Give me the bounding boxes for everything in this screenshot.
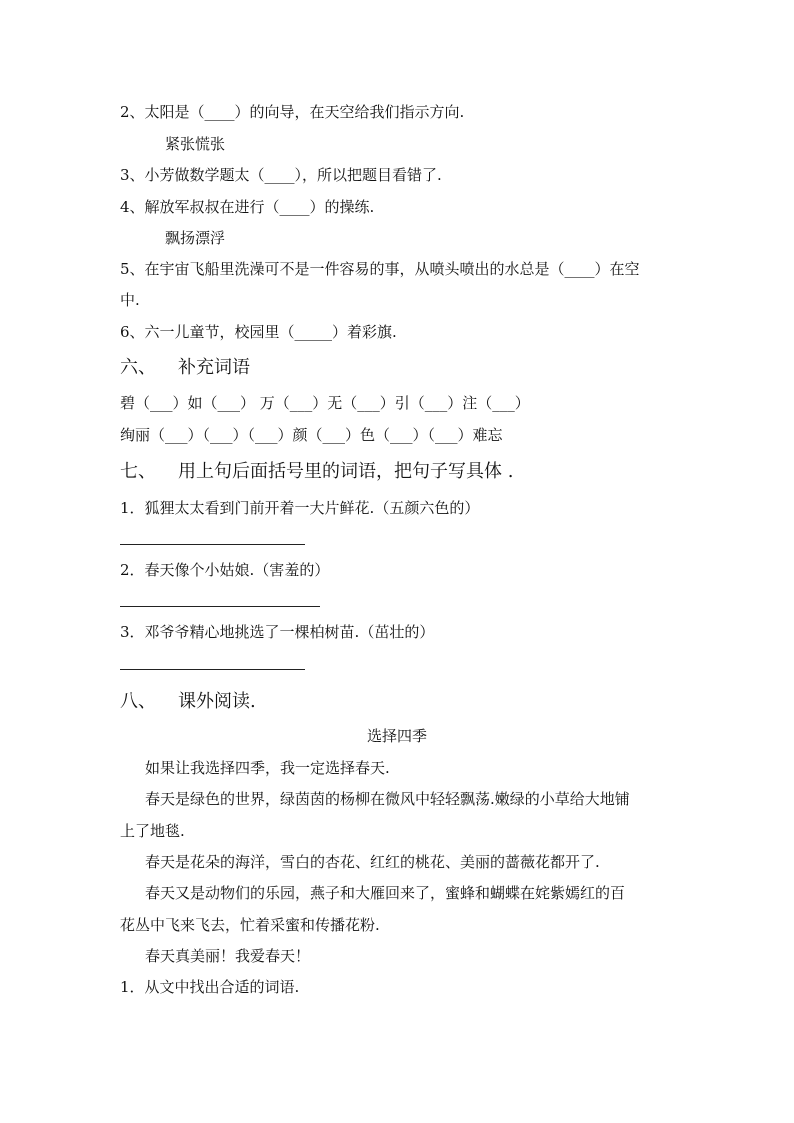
answer-line-2 (120, 606, 320, 607)
reading-para-4-line2: 花丛中飞来飞去，忙着采蜜和传播花粉. (120, 916, 380, 934)
question-xiaofang: 3、小芳做数学题太（____），所以把题目看错了. (120, 166, 442, 184)
reading-title: 选择四季 (366, 727, 427, 745)
section-6-heading (120, 356, 250, 380)
answer-line-3 (120, 669, 305, 670)
fill-words-row1: 碧（___）如（___） 万（___）无（___）引（___）注（___） (120, 394, 530, 412)
section-7-number: 七、 (120, 461, 156, 482)
s7-question-2: 2．春天像个小姑娘.（害羞的） (120, 561, 330, 579)
word-options-b: 紧张慌张 (165, 135, 226, 153)
section-7-heading (120, 460, 513, 484)
question-spaceship-line1: 5、在宇宙飞船里洗澡可不是一件容易的事，从喷头喷出的水总是（____）在空 (120, 260, 640, 278)
reading-question-1: 1．从文中找出合适的词语. (120, 978, 300, 996)
section-6-title: 补充词语 (178, 357, 250, 378)
question-spaceship-line2: 中. (120, 291, 140, 309)
reading-para-1: 如果让我选择四季，我一定选择春天. (145, 759, 390, 777)
question-sun: 2、太阳是（____）的向导，在天空给我们指示方向. (120, 103, 465, 121)
reading-para-2-line2: 上了地毯. (120, 822, 185, 840)
section-8-number: 八、 (120, 691, 156, 712)
s7-question-3: 3．邓爷爷精心地挑选了一棵柏树苗.（茁壮的） (120, 623, 435, 641)
word-options-c: 飘扬漂浮 (165, 229, 226, 247)
question-army: 4、解放军叔叔在进行（____）的操练. (120, 198, 375, 216)
reading-para-2-line1: 春天是绿色的世界，绿茵茵的杨柳在微风中轻轻飘荡.嫩绿的小草给大地铺 (145, 790, 630, 808)
reading-para-4-line1: 春天又是动物们的乐园，燕子和大雁回来了，蜜蜂和蝴蝶在姹紫嫣红的百 (145, 884, 626, 902)
section-8-heading (120, 690, 256, 714)
question-childrens-day: 6、六一儿童节，校园里（_____）着彩旗. (120, 323, 397, 341)
section-8-title: 课外阅读. (178, 691, 256, 712)
section-6-number: 六、 (120, 357, 156, 378)
reading-para-5: 春天真美丽！我爱春天！ (145, 947, 311, 965)
answer-line-1 (120, 544, 305, 545)
reading-para-3: 春天是花朵的海洋，雪白的杏花、红红的桃花、美丽的蔷薇花都开了. (145, 853, 600, 871)
section-7-title: 用上句后面括号里的词语，把句子写具体 . (178, 461, 514, 482)
s7-question-1: 1．狐狸太太看到门前开着一大片鲜花.（五颜六色的） (120, 499, 480, 517)
fill-words-row2: 绚丽（___）（___）（___）颜（___）色（___）（___）难忘 (120, 426, 503, 444)
